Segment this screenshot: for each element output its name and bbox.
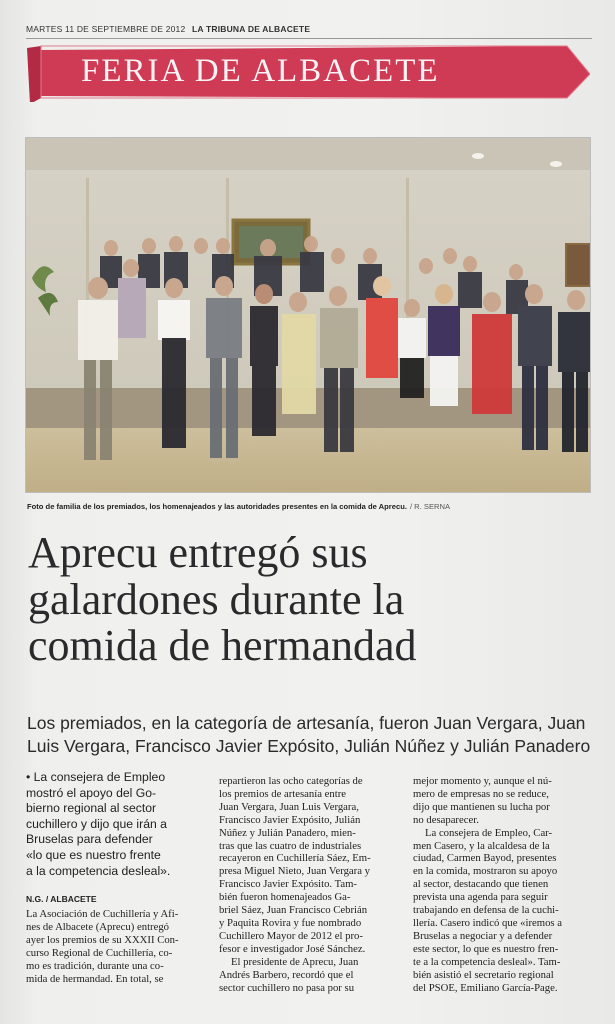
body-line: del PSOE, Emiliano García-Page. (413, 981, 558, 994)
article-subhead (27, 712, 593, 758)
headline-line: galardones durante la (28, 574, 405, 624)
headline-line: Aprecu entregó sus (28, 528, 368, 577)
body-line: bién asistió el secretario regional (413, 968, 554, 981)
body-line: Juan Vergara, Juan Luis Vergara, (219, 800, 359, 813)
body-line: trabajando en defensa de la cuchi- (413, 904, 559, 917)
body-line: al sector, destacando que tienen (413, 878, 549, 891)
article-column-1 (26, 770, 206, 986)
body-line: men Casero, y la alcaldesa de la (413, 839, 550, 852)
body-line: La Asociación de Cuchillería y Afi- (26, 908, 179, 921)
body-line: briel Sáez, Juan Francisco Cebrián (219, 904, 368, 917)
body-line: repartieron las ocho categorías de (219, 775, 363, 787)
header-newspaper: LA TRIBUNA DE ALBACETE (191, 24, 311, 34)
section-title: FERIA DE ALBACETE (81, 53, 440, 89)
headline-line: comida de hermandad (28, 621, 417, 670)
body-line: tras que las cuatro de industriales (219, 839, 362, 852)
subhead-line: Los premiados, en la categoría de artesanía, fueron Juan Vergara, Juan (27, 713, 586, 733)
body-line: los premios de artesanía entre (219, 787, 347, 800)
section-banner (27, 44, 590, 102)
article-column-3 (413, 775, 593, 994)
body-line: La consejera de Empleo, Car- (425, 826, 553, 839)
body-line: llería. Casero indicó que «iremos a (413, 916, 562, 929)
subhead-line: Luis Vergara, Francisco Javier Expósito, Julián Núñez y Julián Panadero (27, 736, 591, 756)
photo-credit: / R. SERNA (409, 502, 451, 511)
body-line: presa Miguel Nieto, Juan Vergara y (219, 865, 370, 878)
body-line: Cuchillero Mayor de 2012 el pro- (219, 929, 363, 942)
body-line: sector cuchillero no pasa por su (219, 981, 355, 994)
group-photo-image (26, 138, 591, 493)
body-line: Francisco Javier Expósito, Julián (219, 813, 361, 826)
body-line: nes de Albacete (Aprecu) entregó (26, 920, 170, 933)
body-line: bién fueron homenajeados Ga- (219, 891, 351, 904)
article-lead (26, 770, 206, 879)
body-line: mo es tradición, durante una co- (26, 959, 164, 972)
body-line: El presidente de Aprecu, Juan (231, 955, 359, 968)
article-column-2 (219, 775, 399, 994)
photo-caption (27, 502, 592, 511)
body-line: recayeron en Cuchillería Sáez, Em- (219, 852, 371, 865)
body-line: dijo que mantienen su lucha por (413, 800, 550, 813)
article-byline: N.G. / ALBACETE (26, 894, 97, 905)
header-date: MARTES 11 DE SEPTIEMBRE DE 2012 (26, 24, 186, 34)
group-photo (25, 137, 591, 493)
body-line: prevista una agenda para seguir (413, 891, 548, 904)
body-line: te a la competencia desleal». Tam- (413, 955, 561, 968)
lead-line: mostró el apoyo del Go- (26, 785, 157, 800)
lead-line: a la competencia desleal». (26, 863, 171, 878)
article-headline (28, 530, 588, 670)
body-line: ayer los premios de su XXXII Con- (26, 933, 179, 946)
body-line: este sector, lo que es nuestro fren- (413, 942, 559, 955)
header-rule (26, 38, 592, 39)
body-line: mejor momento y, aunque el nú- (413, 775, 552, 787)
body-line: no desaparecer. (413, 813, 479, 826)
lead-line: • La consejera de Empleo (26, 770, 166, 784)
body-line: Francisco Javier Expósito. Tam- (219, 878, 357, 891)
body-line: Andrés Barbero, recordó que el (219, 968, 354, 981)
body-line: Núñez y Julián Panadero, mien- (219, 826, 356, 839)
lead-line: «lo que es nuestro frente (26, 847, 161, 862)
lead-line: bierno regional al sector (26, 801, 157, 816)
body-line: curso Regional de Cuchillería, co- (26, 946, 173, 959)
body-line: Bruselas a negociar y a defender (413, 929, 553, 942)
body-line: fesor e investigador José Sánchez. (219, 942, 366, 955)
lead-line: cuchillero y dijo que irán a (26, 816, 167, 831)
body-line: en la comida, mostraron su apoyo (413, 865, 558, 878)
body-line: ciudad, Carmen Bayod, presentes (413, 852, 557, 865)
photo-caption-text: Foto de familia de los premiados, los homenajeados y las autoridades presentes en la comida de Aprecu. (27, 502, 407, 511)
body-line: mida de hermandad. En total, se (26, 972, 164, 985)
page-header (26, 24, 310, 34)
body-line: y Paquita Rovira y fue nombrado (219, 916, 362, 929)
body-line: mero de empresas no se reduce, (413, 787, 549, 800)
lead-line: Bruselas para defender (26, 832, 153, 847)
